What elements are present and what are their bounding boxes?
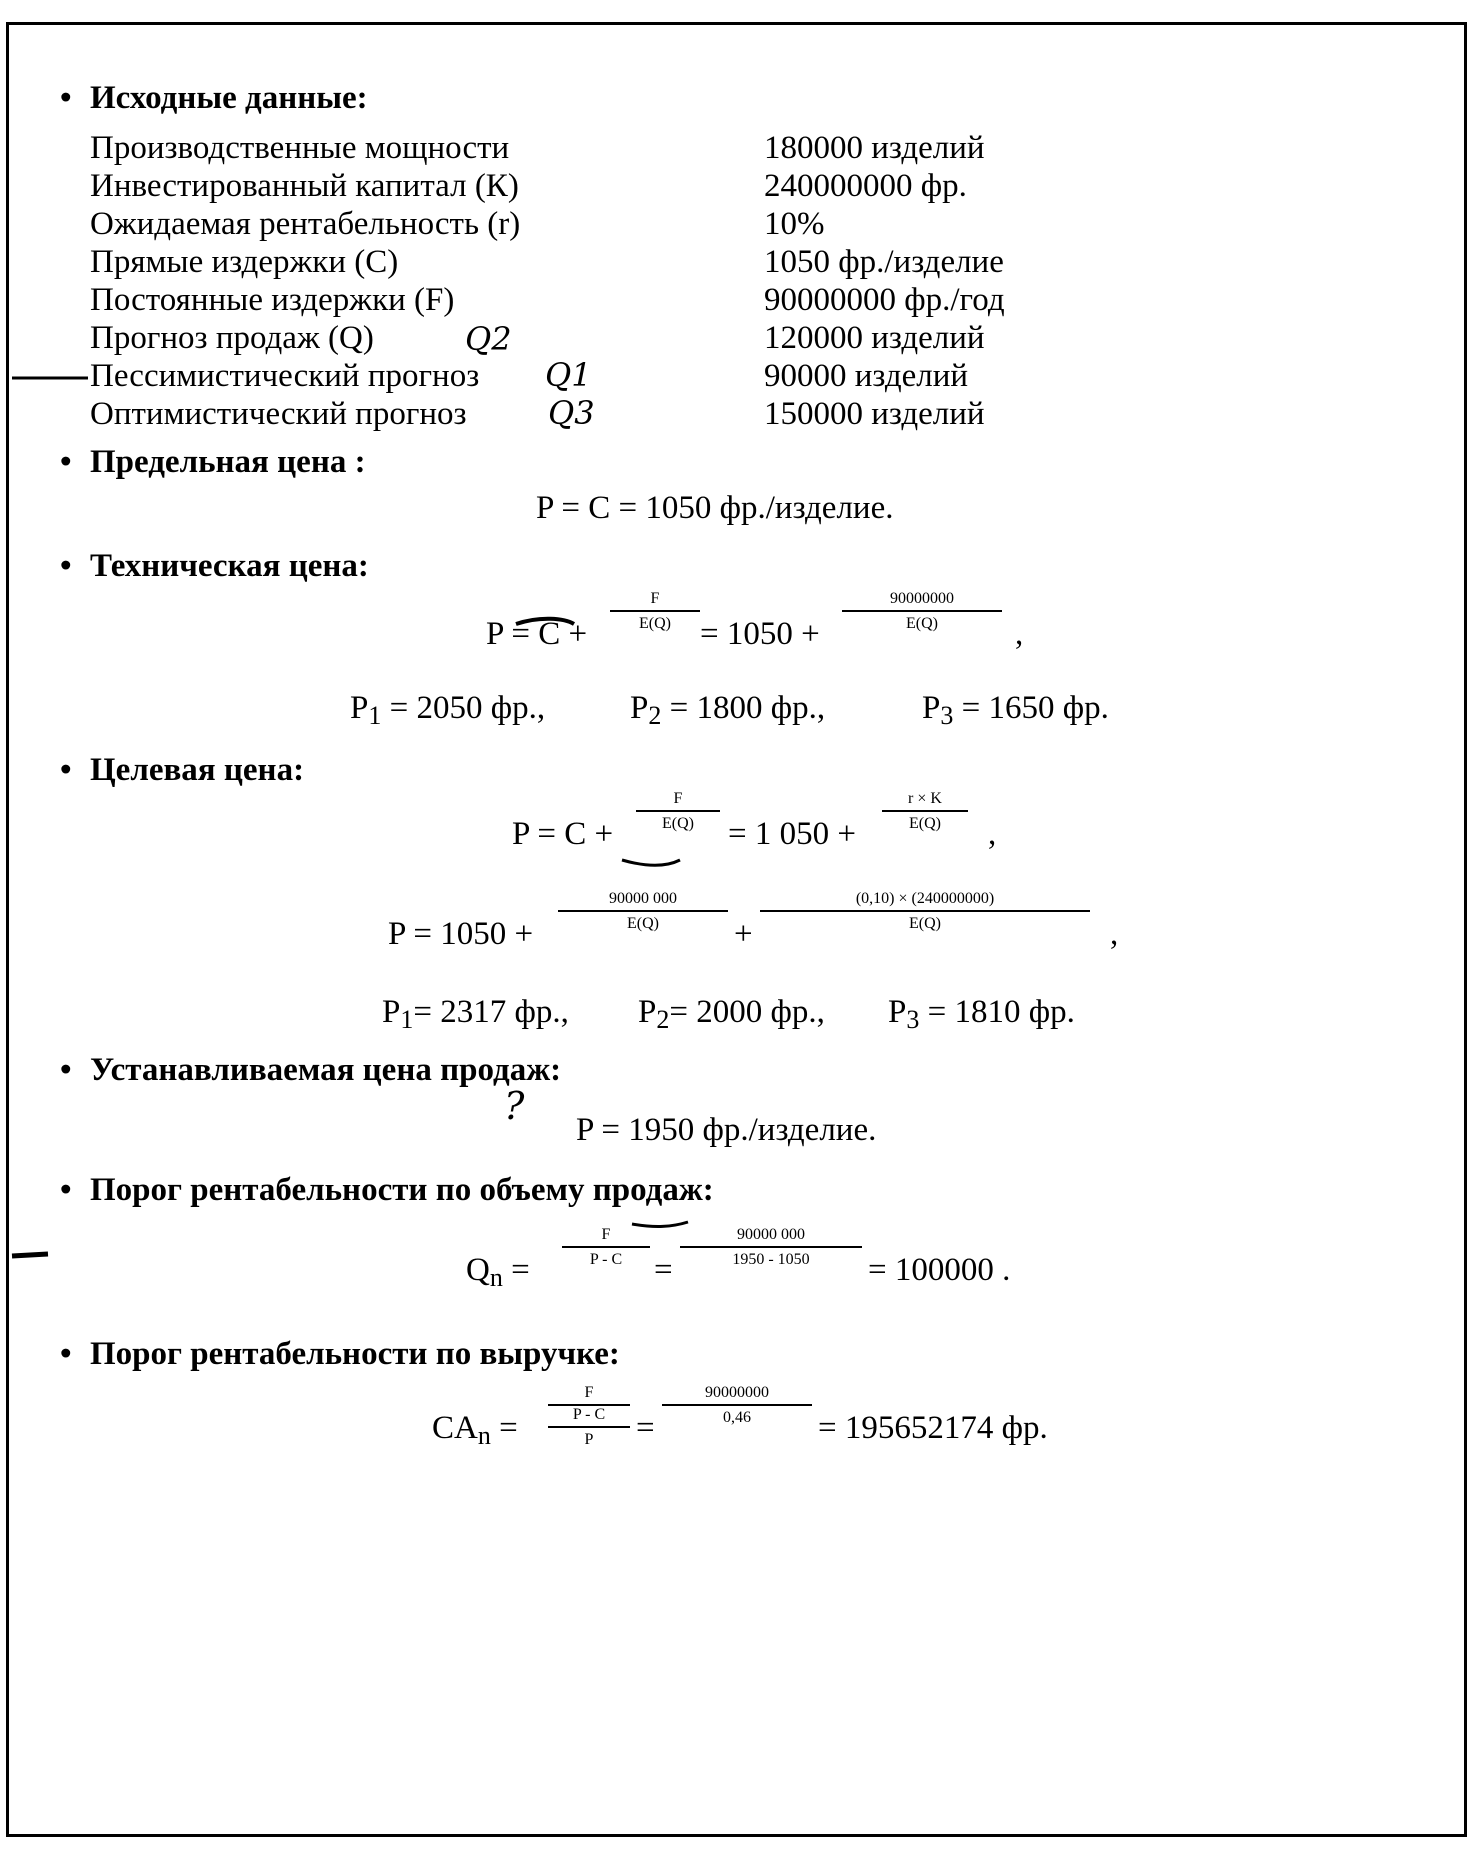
input-value: 90000000 фр./год (764, 282, 1005, 318)
fraction-denominator: P (584, 1431, 594, 1448)
input-value: 150000 изделий (764, 396, 985, 432)
set-price-formula: P = 1950 фр./изделие. (576, 1112, 877, 1148)
tech-result-p3: $P_3 = 1650$ фр. (922, 690, 1109, 730)
pen-underline-mark (516, 619, 574, 624)
fraction-denominator: E(Q) (627, 915, 659, 932)
section-heading-limit-price: • Предельная цена : (60, 444, 366, 480)
fraction-numerator: 90000000 (662, 1384, 812, 1406)
tech-formula-mid: = 1050 + (700, 616, 820, 652)
handwritten-question-mark: ? (504, 1084, 525, 1128)
input-label: Ожидаемая рентабельность (r) (90, 206, 521, 242)
limit-price-formula: P = C = 1050 фр./изделие. (536, 490, 894, 526)
handwritten-note: Q3 (548, 394, 595, 432)
fraction-numerator: 90000 000 (558, 890, 728, 912)
fraction-denominator: 0,46 (723, 1409, 751, 1426)
section-heading-technical-price: • Техническая цена: (60, 548, 369, 584)
fraction-numerator: F (636, 790, 720, 812)
target-result-p2: $P_2= 2000$ фр., (638, 994, 825, 1034)
bullet: • (60, 1172, 72, 1208)
breakeven-revenue-lhs: $CA_n$ = (432, 1410, 518, 1450)
target-result-p3: $P_3 = 1810$ фр. (888, 994, 1075, 1034)
fraction-numerator: F (610, 590, 700, 612)
fraction-numerator: (0,10) × (240000000) (760, 890, 1090, 912)
handwritten-note: Q2 (465, 320, 512, 358)
handwritten-note: Q1 (545, 356, 592, 394)
fraction-denominator: 1950 - 1050 (732, 1251, 810, 1268)
target-formula-line2-lhs: P = 1050 + (388, 916, 534, 952)
pen-underline-mark (622, 860, 680, 865)
target-result-p1: $P_1= 2317$ фр., (382, 994, 569, 1034)
fraction-denominator: P - C (589, 1251, 623, 1268)
fraction-numerator: F (548, 1384, 630, 1406)
breakeven-volume-result: = 100000 . (868, 1252, 1011, 1288)
input-label: Оптимистический прогноз (90, 396, 467, 432)
input-label: Прямые издержки (С) (90, 244, 399, 280)
section-heading-breakeven-revenue: • Порог рентабельности по выручке: (60, 1336, 620, 1372)
bullet: • (60, 80, 72, 116)
fraction-denominator: E(Q) (906, 615, 938, 632)
input-value: 120000 изделий (764, 320, 985, 356)
input-value: 10% (764, 206, 825, 242)
breakeven-volume-lhs: $Q_n$ = (466, 1252, 530, 1292)
pen-dash-mark (12, 1254, 48, 1256)
tech-result-p1: $P_1 = 2050$ фр., (350, 690, 546, 730)
input-label: Производственные мощности (90, 130, 510, 166)
target-formula-lhs: P = C + (512, 816, 614, 852)
section-heading-target-price: • Целевая цена: (60, 752, 305, 788)
tech-result-p2: $P_2 = 1800$ фр., (630, 690, 826, 730)
tech-formula-tail: , (1015, 616, 1024, 652)
equals-sign: = (654, 1252, 673, 1288)
fraction-denominator: E(Q) (909, 915, 941, 932)
target-formula-line2-plus: + (734, 916, 753, 952)
target-formula-mid: = 1 050 + (728, 816, 856, 852)
section-heading-input: • Исходные данные: (60, 80, 368, 116)
input-label: Прогноз продаж (Q) (90, 320, 374, 356)
input-value: 90000 изделий (764, 358, 969, 394)
input-label: Постоянные издержки (F) (90, 282, 455, 318)
bullet: • (60, 752, 72, 788)
input-value: 240000000 фр. (764, 168, 967, 204)
section-heading-set-price: • Устанавливаемая цена продаж: (60, 1052, 562, 1088)
bullet: • (60, 444, 72, 480)
fraction-numerator: 90000 000 (680, 1226, 862, 1248)
pen-underline-mark (632, 1222, 688, 1226)
bullet: • (60, 1052, 72, 1088)
input-label: Пессимистический прогноз (90, 358, 480, 394)
section-heading-breakeven-volume: • Порог рентабельности по объему продаж: (60, 1172, 714, 1208)
target-formula-tail: , (988, 816, 997, 852)
fraction-numerator: r × K (882, 790, 968, 812)
fraction-middle: P - C (548, 1406, 630, 1428)
fraction-denominator: E(Q) (909, 815, 941, 832)
fraction-numerator: F (562, 1226, 650, 1248)
fraction-numerator: 90000000 (842, 590, 1002, 612)
input-value: 1050 фр./изделие (764, 244, 1004, 280)
bullet: • (60, 548, 72, 584)
bullet: • (60, 1336, 72, 1372)
tech-formula-lhs: P = C + (486, 616, 588, 652)
equals-sign: = (636, 1410, 655, 1446)
input-label: Инвестированный капитал (К) (90, 168, 519, 204)
breakeven-revenue-result: = 195652174 фр. (818, 1410, 1048, 1446)
target-formula-line2-tail: , (1110, 916, 1119, 952)
input-value: 180000 изделий (764, 130, 985, 166)
fraction-denominator: E(Q) (639, 615, 671, 632)
fraction-denominator: E(Q) (662, 815, 694, 832)
